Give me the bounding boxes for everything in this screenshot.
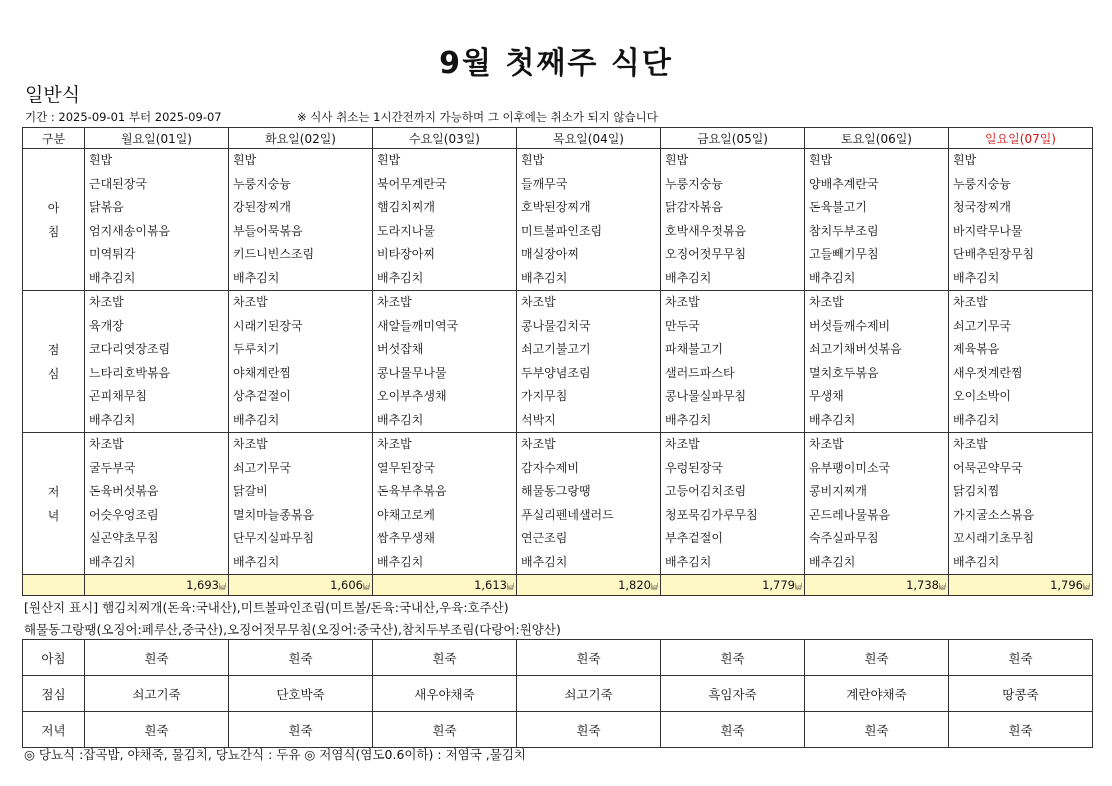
kcal-unit: ㎉: [939, 583, 946, 591]
menu-cell: [805, 149, 949, 291]
menu-cell: [949, 149, 1093, 291]
menu-item: 고등어김치조림: [665, 484, 747, 498]
menu-item: 차조밥: [953, 295, 988, 309]
meal-row: [23, 291, 1093, 433]
menu-item: 두부양념조림: [521, 365, 591, 380]
menu-item: 배추김치: [665, 554, 712, 569]
porridge-row: [23, 712, 1093, 748]
menu-item: 연근조림: [521, 531, 568, 545]
kcal-number: 1,796: [1050, 578, 1083, 592]
weekly-menu-table: [22, 127, 1093, 596]
menu-cell: [517, 291, 661, 433]
menu-item: 햄김치찌개: [377, 200, 435, 214]
menu-item: 차조밥: [233, 295, 268, 309]
kcal-value: [949, 575, 1093, 596]
menu-item: 버섯들깨수제비: [809, 318, 891, 333]
meal-label: [23, 291, 85, 433]
menu-item: 배추김치: [953, 270, 1000, 285]
menu-cell: [949, 433, 1093, 575]
menu-item: 굴두부국: [89, 460, 136, 475]
menu-item: 해물동그랑땡: [521, 484, 591, 498]
menu-cell: [85, 291, 229, 433]
porridge-meal-label: 저녁: [23, 712, 85, 748]
menu-item: 돈육버섯볶음: [89, 484, 159, 498]
kcal-number: 1,606: [330, 578, 363, 592]
porridge-meal-label: 점심: [23, 676, 85, 712]
menu-item: 배추김치: [377, 270, 424, 285]
menu-item: 배추김치: [665, 270, 712, 285]
menu-item: 닭갈비: [233, 484, 268, 498]
menu-item: 실곤약초무침: [89, 531, 159, 545]
menu-cell: [229, 291, 373, 433]
menu-item: 호박된장찌개: [521, 200, 591, 214]
meal-row: [23, 149, 1093, 291]
day-header: 월요일(01일): [85, 128, 229, 149]
menu-item: 오이부추생채: [377, 389, 447, 403]
menu-item: 차조밥: [521, 295, 556, 309]
menu-cell: [949, 291, 1093, 433]
menu-item: 멸치호두볶음: [809, 365, 879, 380]
menu-item: 코다리엿장조림: [89, 342, 171, 356]
menu-item: 시래기된장국: [233, 318, 303, 333]
porridge-item: 흰죽: [373, 712, 517, 748]
porridge-item: 흰죽: [949, 640, 1093, 676]
menu-cell: [517, 433, 661, 575]
kcal-unit: ㎉: [507, 583, 514, 591]
day-header: 토요일(06일): [805, 128, 949, 149]
menu-cell: [661, 291, 805, 433]
menu-item: 흰밥: [809, 153, 833, 167]
menu-item: 배추김치: [89, 412, 136, 427]
menu-item: 키드니빈스조림: [233, 247, 315, 261]
page-title: 9월 첫째주 식단: [439, 46, 673, 81]
day-header-sunday: 일요일(07일): [949, 128, 1093, 149]
kcal-value: [805, 575, 949, 596]
porridge-item: 흰죽: [661, 712, 805, 748]
menu-item: 배추김치: [809, 554, 856, 569]
menu-item: 미역튀각: [89, 247, 136, 261]
corner-header: 구분: [23, 128, 85, 149]
menu-type-label: 일반식: [25, 84, 81, 106]
menu-item: 숙주실파무침: [809, 531, 879, 545]
menu-cell: [85, 433, 229, 575]
porridge-item: 쇠고기죽: [85, 676, 229, 712]
menu-cell: [373, 149, 517, 291]
kcal-value: [517, 575, 661, 596]
menu-item: 쇠고기불고기: [521, 342, 591, 356]
menu-item: 닭감자볶음: [665, 200, 723, 214]
kcal-number: 1,820: [618, 578, 651, 592]
menu-item: 근대된장국: [89, 176, 147, 191]
day-header: 화요일(02일): [229, 128, 373, 149]
menu-item: 누룽지숭늉: [665, 176, 723, 191]
porridge-item: 새우야채죽: [373, 676, 517, 712]
menu-item: 누룽지숭늉: [953, 176, 1011, 191]
day-header: 금요일(05일): [661, 128, 805, 149]
menu-item: 야채고로케: [377, 507, 435, 522]
menu-item: 차조밥: [377, 295, 412, 309]
menu-cell: [661, 433, 805, 575]
meal-label-char: 심: [47, 366, 60, 381]
kcal-unit: ㎉: [651, 583, 658, 591]
menu-item: 쇠고기무국: [953, 318, 1011, 333]
menu-item: 배추김치: [233, 412, 280, 427]
menu-cell: [373, 291, 517, 433]
menu-item: 차조밥: [521, 437, 556, 451]
menu-item: 닭볶음: [89, 200, 124, 214]
menu-cell: [85, 149, 229, 291]
menu-item: 상추겉절이: [233, 389, 291, 403]
menu-item: 무생채: [809, 389, 844, 403]
menu-item: 매실장아찌: [521, 247, 579, 261]
menu-item: 쇠고기무국: [233, 460, 291, 475]
menu-item: 누룽지숭늉: [233, 176, 291, 191]
menu-item: 배추김치: [665, 412, 712, 427]
cancel-notice: ※ 식사 취소는 1시간전까지 가능하며 그 이후에는 취소가 되지 않습니다: [297, 110, 658, 124]
kcal-unit: ㎉: [1083, 583, 1090, 591]
menu-item: 배추김치: [233, 270, 280, 285]
menu-item: 흰밥: [377, 153, 401, 167]
menu-item: 곤드레나물볶음: [809, 507, 891, 522]
menu-item: 강된장찌개: [233, 200, 291, 214]
menu-item: 샐러드파스타: [665, 365, 735, 380]
menu-item: 흰밥: [233, 153, 257, 167]
menu-item: 두루치기: [233, 342, 280, 356]
menu-item: 차조밥: [953, 437, 988, 451]
menu-item: 들깨무국: [521, 176, 568, 191]
menu-item: 오징어젓무무침: [665, 247, 747, 261]
porridge-item: 흰죽: [949, 712, 1093, 748]
menu-cell: [805, 291, 949, 433]
menu-cell: [373, 433, 517, 575]
menu-item: 어묵곤약무국: [953, 460, 1023, 475]
meal-label: [23, 149, 85, 291]
menu-item: 청포묵김가루무침: [665, 507, 758, 522]
menu-item: 콩나물무나물: [377, 365, 447, 380]
menu-item: 부들어묵볶음: [233, 223, 303, 238]
kcal-number: 1,693: [186, 578, 219, 592]
meal-label-char: 침: [47, 224, 60, 239]
menu-item: 열무된장국: [377, 460, 435, 475]
menu-item: 쌈추무생채: [377, 531, 435, 545]
menu-item: 멸치마늘종볶음: [233, 507, 315, 522]
porridge-item: 흰죽: [661, 640, 805, 676]
kcal-unit: ㎉: [363, 583, 370, 591]
menu-item: 배추김치: [521, 554, 568, 569]
kcal-value: [229, 575, 373, 596]
period-text: 기간 : 2025-09-01 부터 2025-09-07: [25, 110, 222, 124]
meal-row: [23, 433, 1093, 575]
menu-item: 흰밥: [953, 153, 977, 167]
day-header: 목요일(04일): [517, 128, 661, 149]
porridge-item: 흰죽: [229, 640, 373, 676]
menu-item: 푸실리펜네샐러드: [521, 507, 614, 522]
menu-item: 돈육부추볶음: [377, 484, 447, 498]
kcal-row: [23, 575, 1093, 596]
menu-item: 배추김치: [89, 270, 136, 285]
menu-item: 돈육불고기: [809, 200, 867, 214]
porridge-item: 흰죽: [805, 712, 949, 748]
porridge-item: 흰죽: [85, 712, 229, 748]
menu-cell: [805, 433, 949, 575]
menu-item: 배추김치: [89, 554, 136, 569]
menu-item: 배추김치: [377, 412, 424, 427]
menu-item: 배추김치: [953, 554, 1000, 569]
kcal-label-cell: [23, 575, 85, 596]
menu-cell: [229, 149, 373, 291]
menu-item: 버섯잡채: [377, 342, 424, 356]
menu-item: 콩나물실파무침: [665, 389, 747, 403]
menu-item: 느타리호박볶음: [89, 365, 171, 380]
menu-cell: [517, 149, 661, 291]
menu-item: 차조밥: [89, 437, 124, 451]
porridge-item: 계란야채죽: [805, 676, 949, 712]
porridge-item: 흰죽: [517, 640, 661, 676]
porridge-row: [23, 640, 1093, 676]
porridge-item: 흰죽: [373, 640, 517, 676]
kcal-number: 1,613: [474, 578, 507, 592]
menu-item: 차조밥: [665, 295, 700, 309]
menu-item: 바지락무나물: [953, 223, 1023, 238]
kcal-number: 1,779: [762, 578, 795, 592]
meal-label: [23, 433, 85, 575]
porridge-item: 흰죽: [517, 712, 661, 748]
menu-item: 배추김치: [953, 412, 1000, 427]
menu-cell: [661, 149, 805, 291]
menu-item: 차조밥: [233, 437, 268, 451]
menu-item: 배추김치: [233, 554, 280, 569]
menu-item: 쇠고기채버섯볶음: [809, 342, 902, 356]
menu-item: 파채불고기: [665, 342, 723, 356]
menu-item: 석박지: [521, 412, 556, 427]
menu-item: 감자수제비: [521, 460, 579, 475]
menu-item: 흰밥: [521, 153, 545, 167]
kcal-value: [661, 575, 805, 596]
menu-item: 엄지새송이볶음: [89, 223, 171, 238]
menu-item: 흰밥: [89, 153, 113, 167]
origin-notice-line1: [원산지 표시] 햄김치찌개(돈육:국내산),미트볼파인조림(미트볼/돈육:국내산,우육:호주산): [24, 600, 509, 615]
day-header-row: [23, 128, 1093, 149]
menu-item: 양배추계란국: [809, 176, 879, 191]
porridge-item: 흰죽: [229, 712, 373, 748]
menu-item: 단배추된장무침: [953, 247, 1035, 261]
menu-item: 제육볶음: [953, 342, 1000, 356]
menu-item: 차조밥: [377, 437, 412, 451]
meal-label-char: 녁: [47, 508, 60, 523]
menu-item: 가지무침: [521, 389, 568, 403]
menu-item: 호박새우젓볶음: [665, 223, 747, 238]
porridge-item: 흑임자죽: [661, 676, 805, 712]
kcal-unit: ㎉: [219, 583, 226, 591]
meal-label-char: 저: [47, 484, 60, 499]
menu-item: 청국장찌개: [953, 200, 1011, 214]
kcal-value: [373, 575, 517, 596]
kcal-number: 1,738: [906, 578, 939, 592]
menu-item: 차조밥: [809, 437, 844, 451]
menu-item: 곤피채무침: [89, 389, 147, 403]
porridge-meal-label: 아침: [23, 640, 85, 676]
menu-item: 차조밥: [809, 295, 844, 309]
kcal-unit: ㎉: [795, 583, 802, 591]
menu-item: 오이소박이: [953, 389, 1011, 403]
menu-item: 새우젓계란찜: [953, 365, 1023, 380]
menu-item: 닭김치찜: [953, 484, 1000, 498]
menu-item: 콩비지찌개: [809, 484, 867, 498]
menu-item: 차조밥: [89, 295, 124, 309]
menu-item: 배추김치: [809, 412, 856, 427]
menu-item: 새알들깨미역국: [377, 318, 459, 333]
menu-item: 부추겉절이: [665, 531, 723, 545]
menu-item: 단무지실파무침: [233, 531, 315, 545]
menu-item: 배추김치: [521, 270, 568, 285]
porridge-item: 땅콩죽: [949, 676, 1093, 712]
porridge-row: [23, 676, 1093, 712]
menu-item: 북어무계란국: [377, 176, 447, 191]
menu-item: 비타장아찌: [377, 247, 435, 261]
menu-item: 배추김치: [377, 554, 424, 569]
meal-label-char: 아: [47, 200, 60, 215]
menu-item: 고들빼기무침: [809, 247, 879, 261]
origin-notice-line2: 해물동그랑땡(오징어:페루산,중국산),오징어젓무무침(오징어:중국산),참치두부조림(다랑어:원양산): [24, 622, 561, 637]
menu-item: 참치두부조림: [809, 223, 879, 238]
menu-item: 도라지나물: [377, 223, 435, 238]
kcal-value: [85, 575, 229, 596]
menu-item: 야채계란찜: [233, 365, 291, 380]
porridge-item: 단호박죽: [229, 676, 373, 712]
menu-item: 우렁된장국: [665, 460, 723, 475]
menu-item: 가지굴소스볶음: [953, 507, 1035, 522]
day-header: 수요일(03일): [373, 128, 517, 149]
meal-label-char: 점: [47, 342, 60, 357]
diet-notes: ◎ 당뇨식 :잡곡밥, 야채죽, 물김치, 당뇨간식 : 두유 ◎ 저염식(염도0.6이하) : 저염국 ,물김치: [24, 747, 526, 762]
menu-item: 콩나물김치국: [521, 318, 591, 333]
menu-item: 어슷우엉조림: [89, 507, 159, 522]
menu-item: 차조밥: [665, 437, 700, 451]
menu-item: 만두국: [665, 318, 700, 333]
menu-item: 꼬시래기초무침: [953, 531, 1035, 545]
porridge-item: 쇠고기죽: [517, 676, 661, 712]
menu-cell: [229, 433, 373, 575]
menu-item: 육개장: [89, 318, 124, 333]
menu-item: 유부팽이미소국: [809, 460, 891, 475]
menu-item: 흰밥: [665, 153, 689, 167]
porridge-item: 흰죽: [805, 640, 949, 676]
menu-item: 미트볼파인조림: [521, 223, 603, 238]
menu-item: 배추김치: [809, 270, 856, 285]
porridge-table: [22, 639, 1093, 748]
porridge-item: 흰죽: [85, 640, 229, 676]
